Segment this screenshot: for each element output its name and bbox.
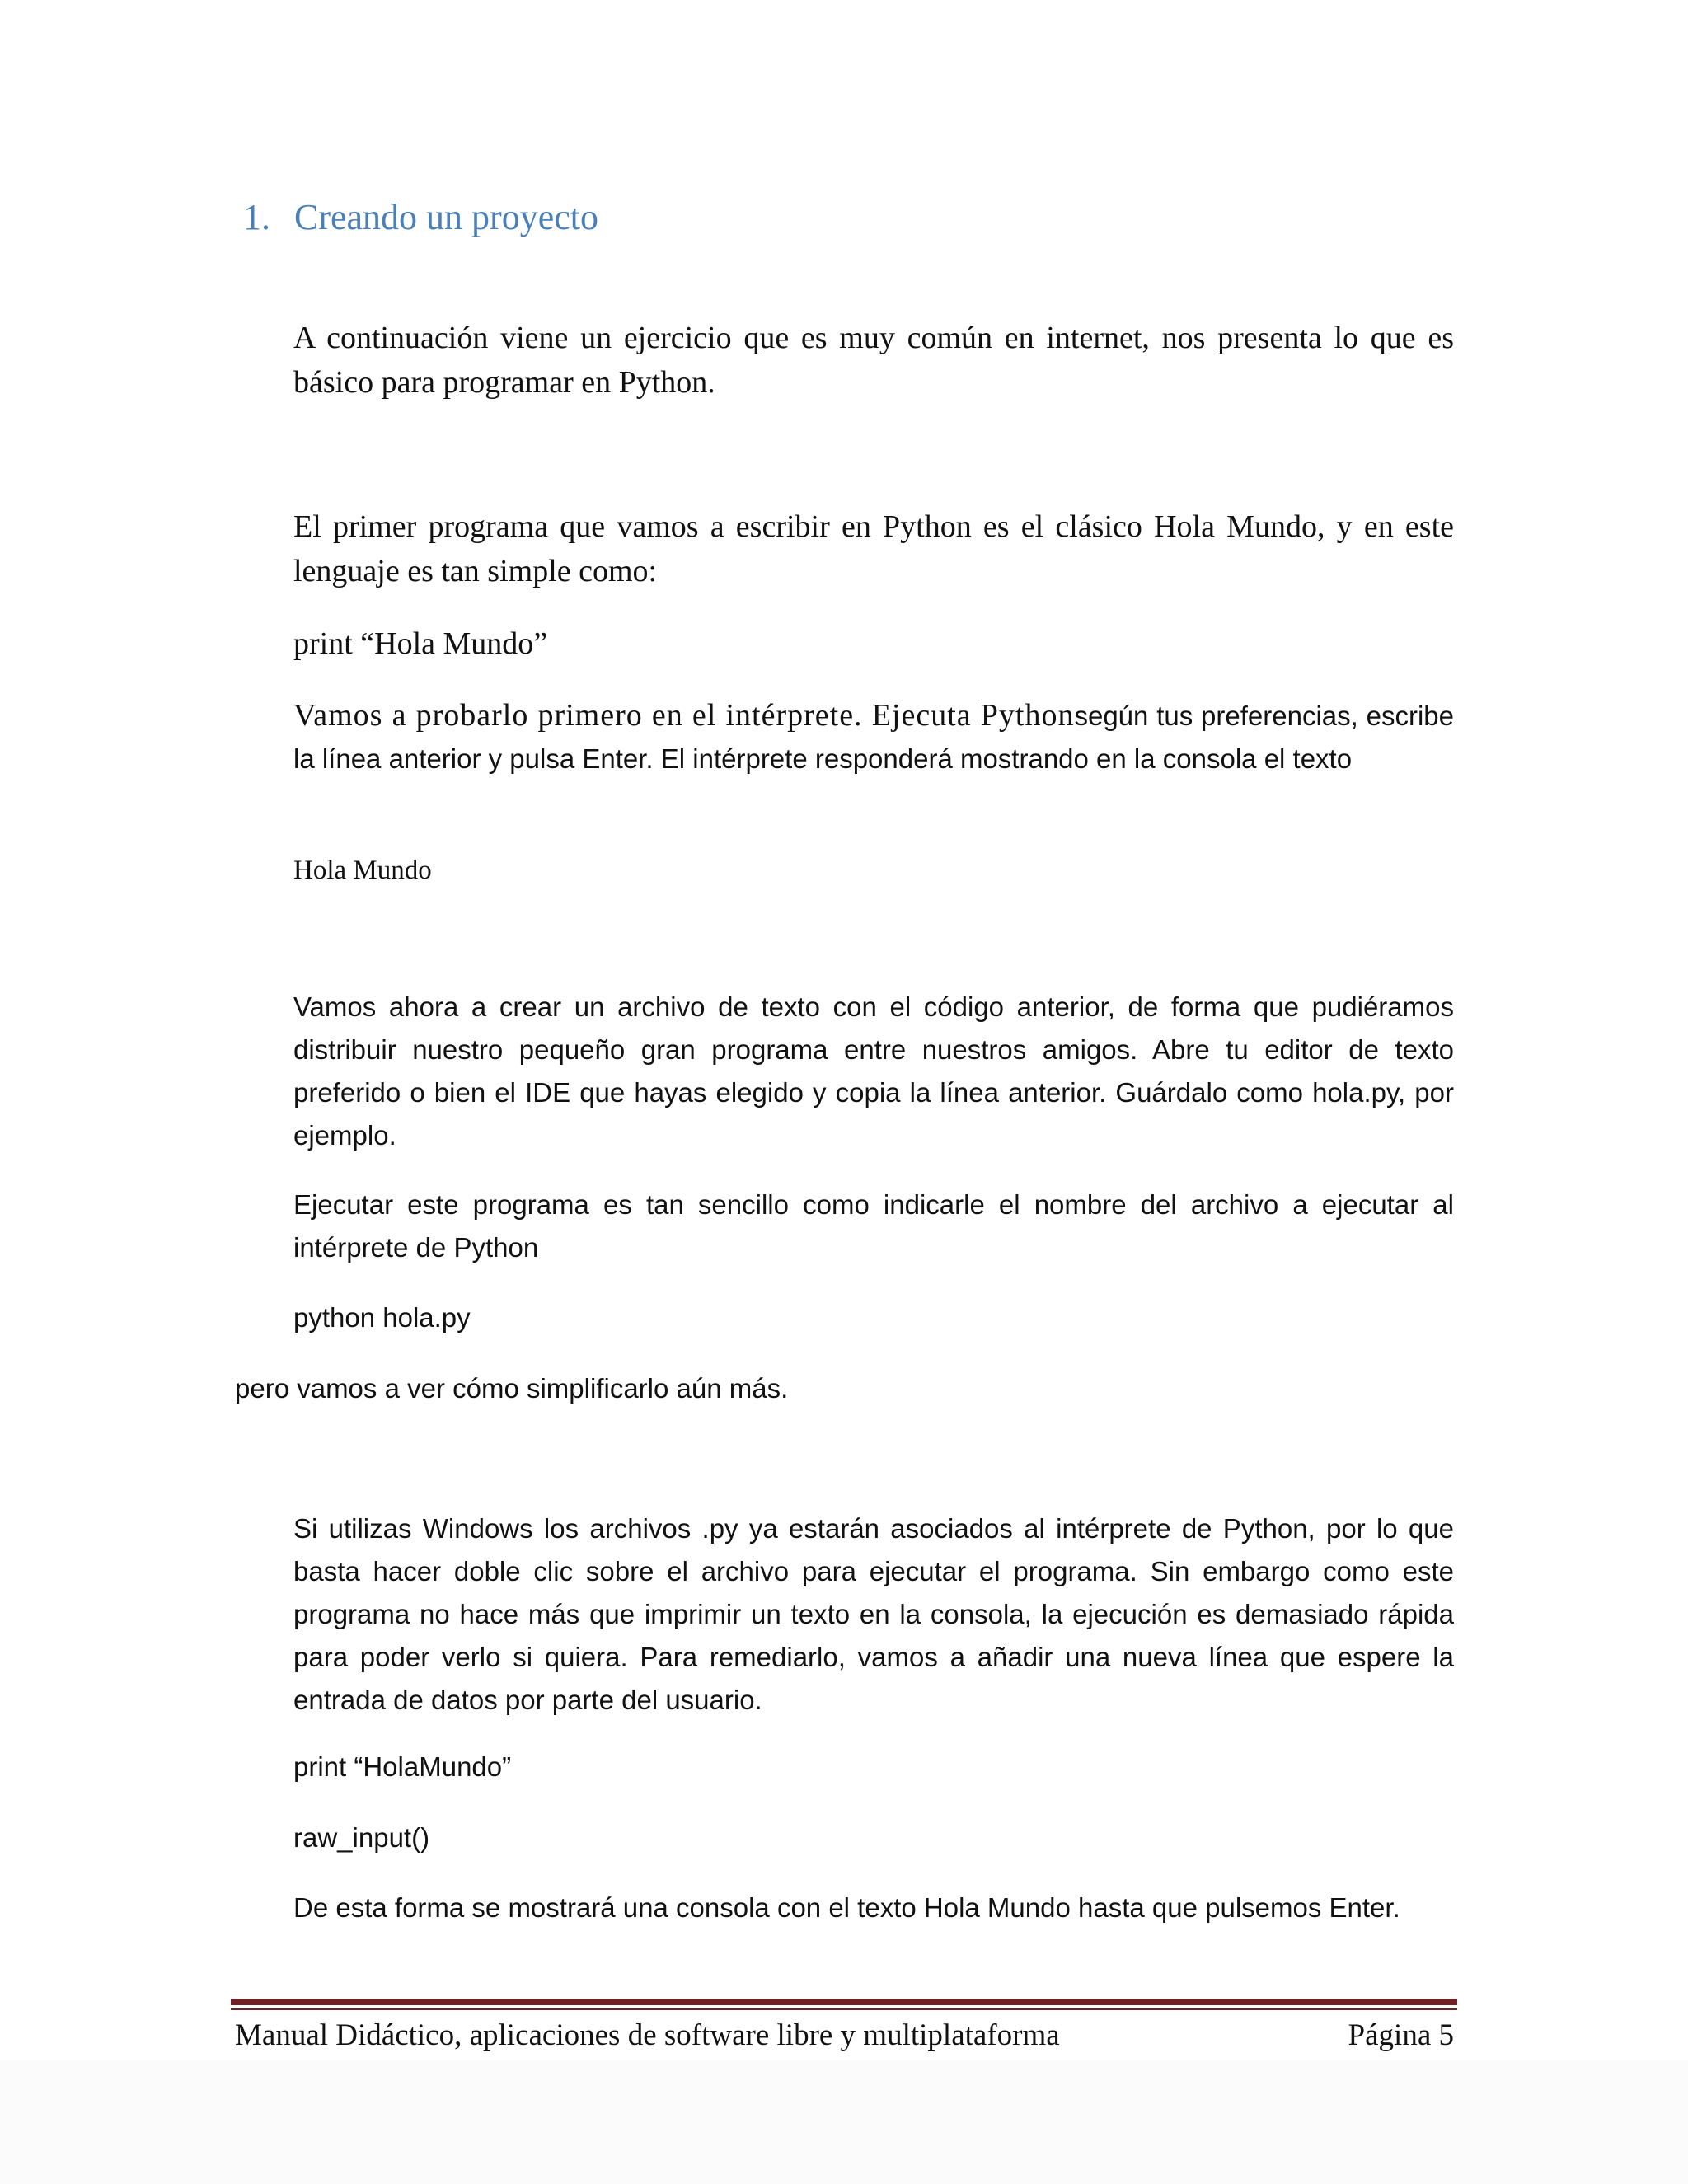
intro-paragraph: A continuación viene un ejercicio que es muy común en internet, nos presenta lo que es básico para programar en Python. bbox=[293, 321, 1454, 400]
footer-rule-thin bbox=[231, 2008, 1457, 2010]
try-interpreter-serif-text: Vamos a probarlo primero en el intérprete. Ejecuta Python bbox=[293, 698, 1075, 733]
footer-rule bbox=[231, 1999, 1457, 2005]
create-file-paragraph: Vamos ahora a crear un archivo de texto con el código anterior, de forma que pudiéramos distribuir nuestro pequeño gran programa entre nuestros amigos. Abre tu editor de texto preferido o bien el IDE que hayas elegido y copia la línea anterior. Guárdalo como hola.py, por ejemplo. bbox=[293, 991, 1454, 1151]
page-bottom-shade bbox=[0, 2060, 1688, 2184]
page-number: Página 5 bbox=[1348, 2018, 1454, 2052]
section-heading bbox=[243, 196, 598, 238]
windows-paragraph: Si utilizas Windows los archivos .py ya estarán asociados al intérprete de Python, por lo que basta hacer doble clic sobre el archivo para ejecutar el programa. Sin embargo como este programa no hace más que imprimir un texto en la consola, la ejecución es demasiado rápida para poder verlo si quiera. Para remediarlo, vamos a añadir una nueva línea que espere la entrada de datos por parte del usuario. bbox=[293, 1513, 1454, 1715]
footer-title: Manual Didáctico, aplicaciones de software libre y multiplataforma bbox=[235, 2018, 1060, 2052]
execute-paragraph: Ejecutar este programa es tan sencillo como indicarle el nombre del archivo a ejecutar al intérprete de Python bbox=[293, 1189, 1454, 1263]
output-hola-mundo: Hola Mundo bbox=[293, 855, 432, 885]
code-raw-input: raw_input() bbox=[293, 1822, 430, 1853]
code-print-holamundo: print “HolaMundo” bbox=[293, 1751, 512, 1782]
code-python-hola: python hola.py bbox=[293, 1302, 471, 1333]
section-title: Creando un proyecto bbox=[294, 197, 598, 237]
try-interpreter-paragraph bbox=[293, 694, 1454, 780]
closing-paragraph: De esta forma se mostrará una consola con el texto Hola Mundo hasta que pulsemos Enter. bbox=[293, 1892, 1400, 1923]
try-interpreter-sans-text: según tus preferencias, escribe la línea anterior y pulsa Enter. El intérprete responderá mostrando en la consola el texto bbox=[293, 701, 1454, 774]
code-print-hola: print “Hola Mundo” bbox=[293, 626, 548, 661]
first-program-paragraph: El primer programa que vamos a escribir en Python es el clásico Hola Mundo, y en este lenguaje es tan simple como: bbox=[293, 509, 1454, 588]
simplify-line: pero vamos a ver cómo simplificarlo aún más. bbox=[235, 1373, 789, 1404]
section-number: 1. bbox=[243, 197, 270, 237]
